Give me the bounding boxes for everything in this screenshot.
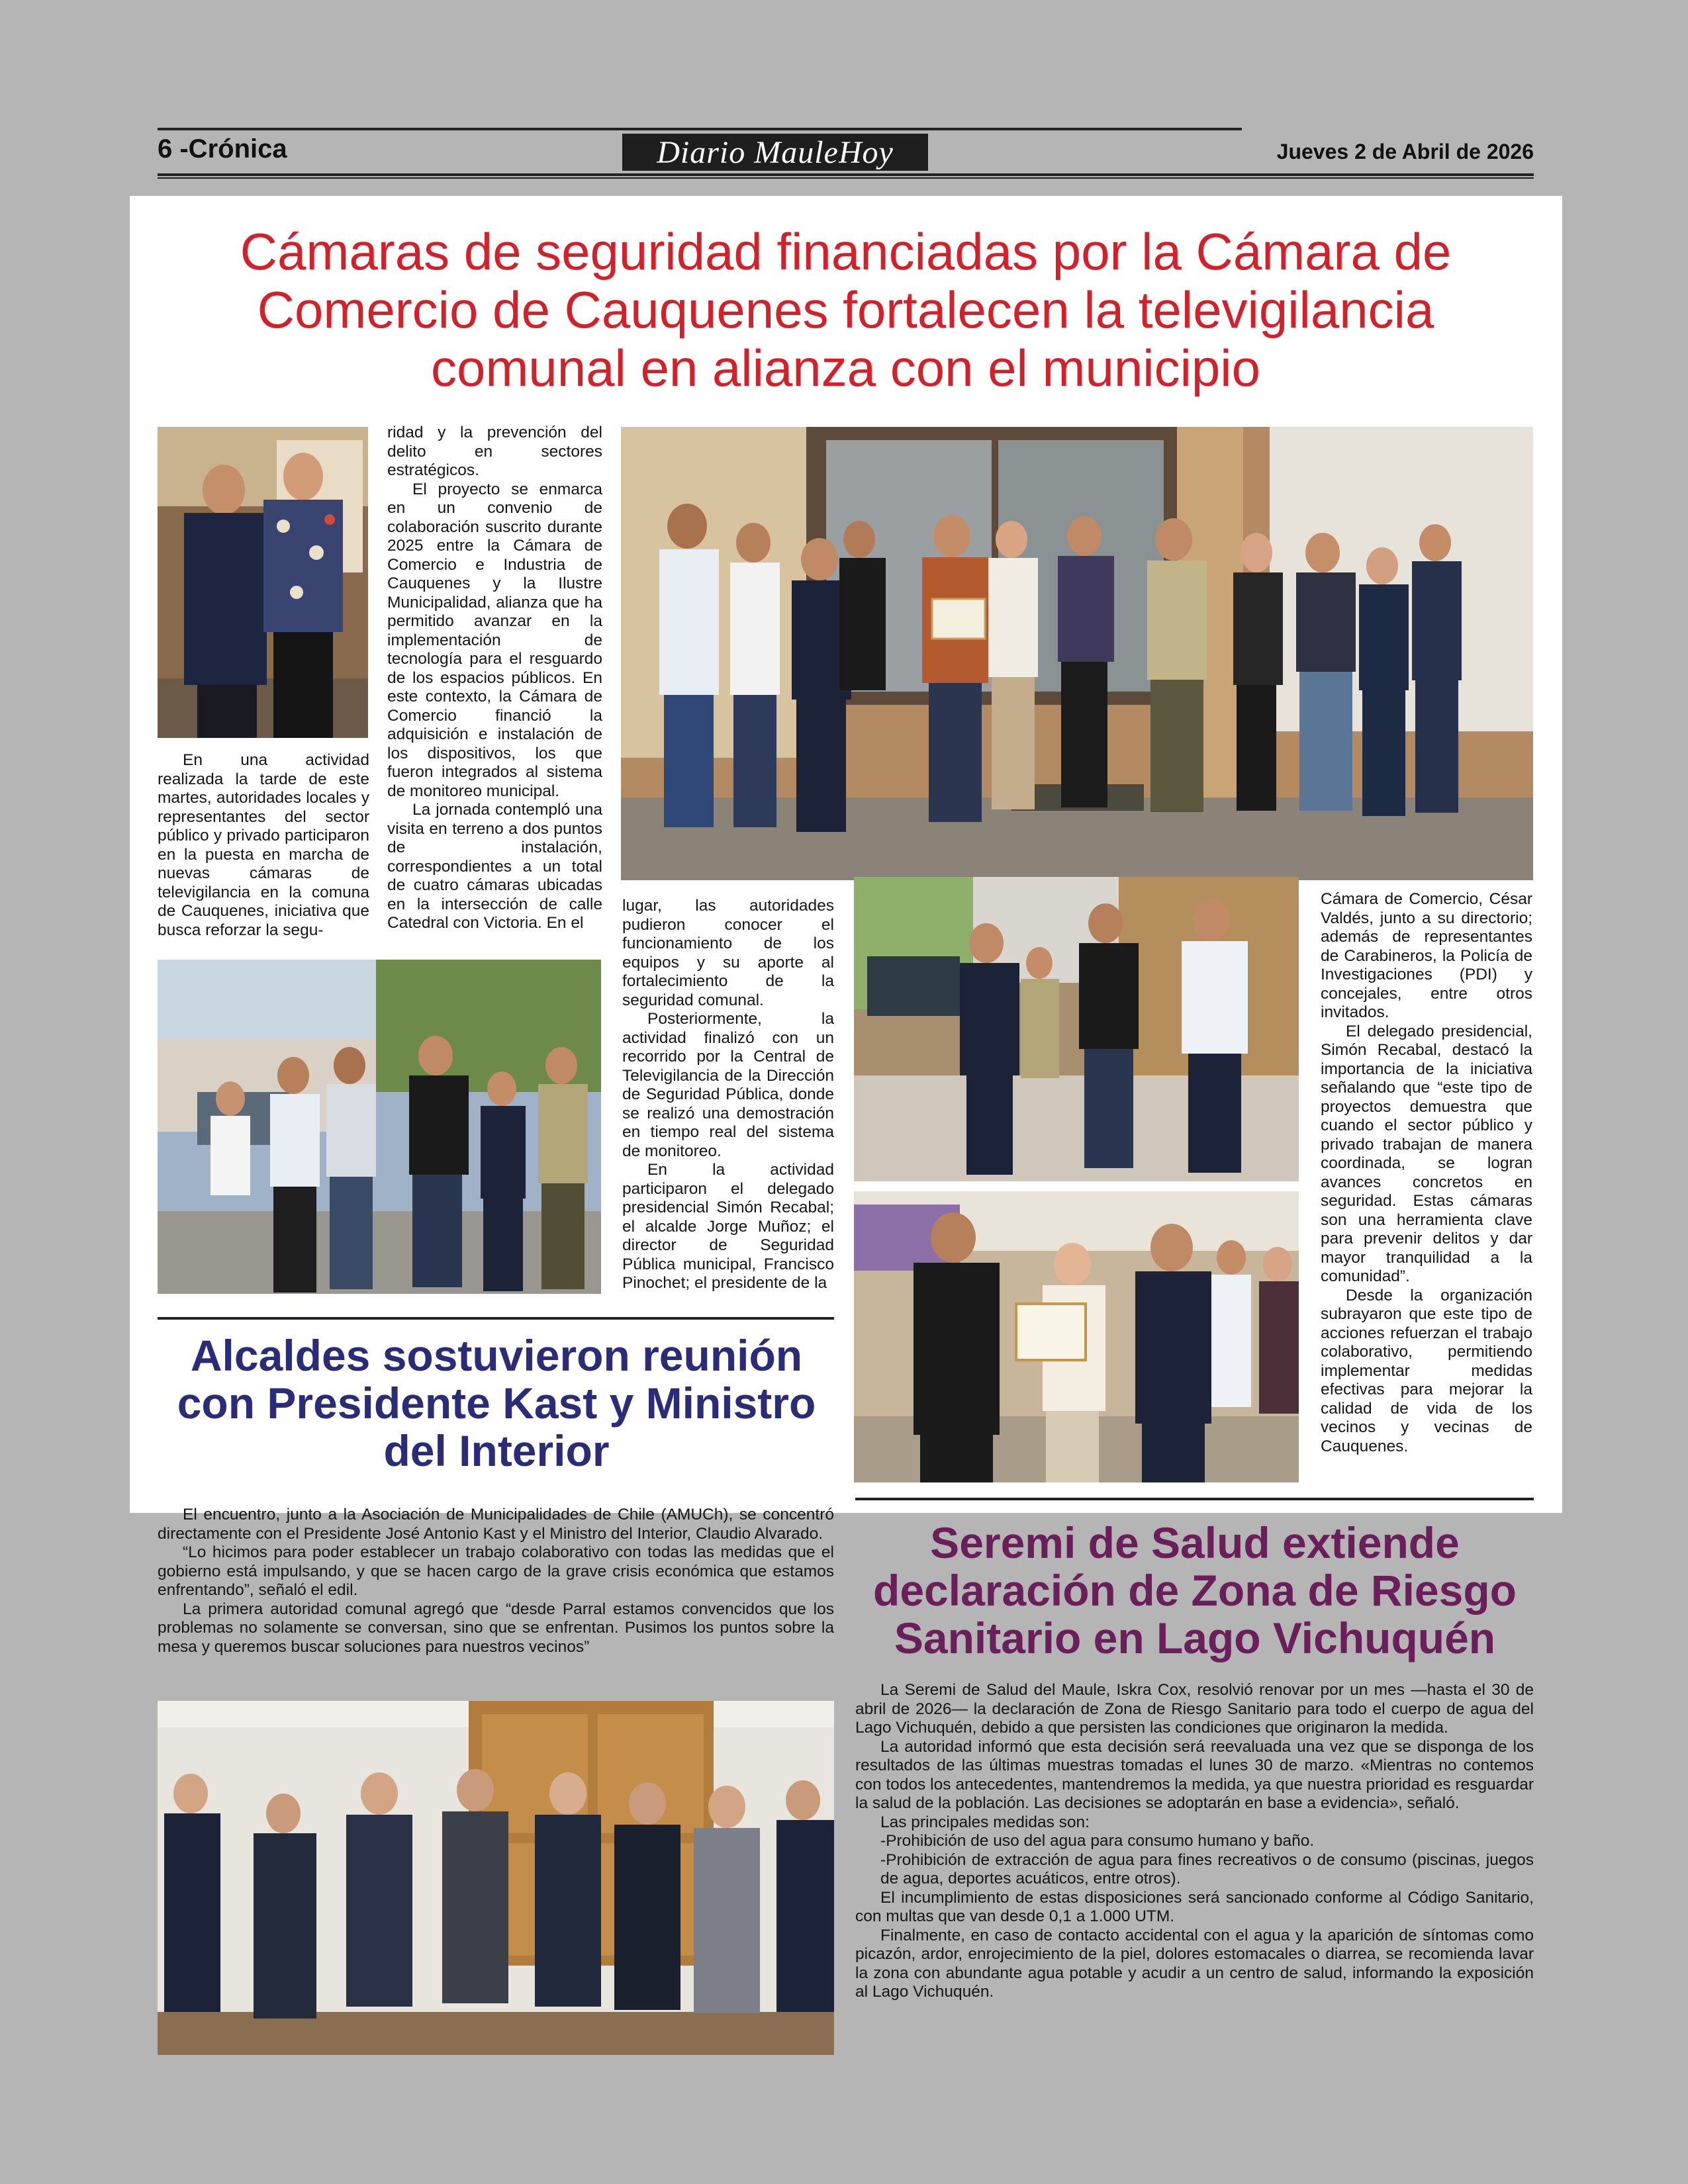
photo-street-inspection xyxy=(158,960,601,1294)
masthead-logo: Diario MauleHoy xyxy=(622,134,928,171)
article3-p7: Finalmente, en caso de contacto accidental con el agua y la aparición de síntomas como picazón, ardor, enrojecimiento de la piel, dolores estomacales o diarrea, se recomienda lavar la zona con abundante agua potable y acudir a un centro de salud, informando la exposición al Lago Vichuquén. xyxy=(855,1926,1534,2001)
article1-col1-p1: En una actividad realizada la tarde de este martes, autoridades locales y representantes del sector público y privado participaron en la puesta en marcha de nuevas cámaras de televigilancia en la comuna de Cauquenes, iniciativa que busca reforzar la segu- xyxy=(158,751,369,939)
article3-p5: -Prohibición de extracción de agua para fines recreativos o de consumo (piscinas, juegos de agua, deportes acuáticos, entre otros). xyxy=(880,1850,1534,1888)
photo-sidewalk-walk xyxy=(854,877,1299,1181)
header-bottom-rule xyxy=(158,173,1534,176)
article2-headline: Alcaldes sostuvieron reunión con Presidente Kast y Ministro del Interior xyxy=(177,1331,816,1475)
article1-col2-p1: ridad y la prevención del delito en sectores estratégicos. xyxy=(387,424,602,479)
header-bottom-rule-thin xyxy=(158,177,1534,179)
article1-col3-p2: Posteriormente, la actividad finalizó con un recorrido por la Central de Televigilancia de la Dirección de Seguridad Pública, donde se realizó una demostración en tiempo real del sistema de monitoreo. xyxy=(622,1010,834,1160)
article2-p1: El encuentro, junto a la Asociación de Municipalidades de Chile (AMUCh), se concentró directamente con el Presidente José Antonio Kast y el Ministro del Interior, Claudio Alvarado. xyxy=(158,1506,834,1543)
photo-two-men-conversation xyxy=(158,427,368,738)
article3-body xyxy=(855,1681,1534,2002)
article1-column-4 xyxy=(1321,890,1532,1456)
article1-col2-p3: La jornada contempló una visita en terreno a dos puntos de instalación, correspondientes a un total de cuatro cámaras ubicadas en la intersección de calle Catedral con Victoria. En el xyxy=(387,801,602,932)
article1-col2-p2: El proyecto se enmarca en un convenio de colaboración suscrito durante 2025 entre la Cámara de Comercio e Industria de Cauquenes y la Ilustre Municipalidad, alianza que ha permitido avanzar en la implementación de tecnología para el resguardo de los espacios públicos. En este contexto, la Cámara de Comercio financió la adquisición e instalación de los dispositivos, los que fueron integrados al sistema de monitoreo municipal. xyxy=(387,480,602,800)
header-top-rule xyxy=(158,128,1242,130)
article1-column-1 xyxy=(158,751,369,940)
article3-p3: Las principales medidas son: xyxy=(880,1813,1090,1831)
photo-certificate-handover xyxy=(854,1191,1299,1482)
article2-body xyxy=(158,1506,834,1657)
article1-col4-p3: Desde la organización subrayaron que este tipo de acciones refuerzan el trabajo colaborativo, permitiendo implementar medidas efectivas para mejorar la calidad de vida de los vecinos y vecinas de Cauquenes. xyxy=(1321,1286,1532,1455)
article1-headline: Cámaras de seguridad financiadas por la Cámara de Comercio de Cauquenes fortalecen la televigilancia comunal en alianza con el municipio xyxy=(240,222,1452,397)
photo-group-authorities xyxy=(621,427,1533,880)
article1-column-2 xyxy=(387,424,602,933)
article1-col4-p1: Cámara de Comercio, César Valdés, junto a su directorio; además de representantes de Carabineros, la Policía de Investigaciones (PDI) y concejales, entre otros invitados. xyxy=(1321,890,1532,1021)
article2-p2: “Lo hicimos para poder establecer un trabajo colaborativo con todas las medidas que el gobierno está impulsando, y que se hacen cargo de la grave crisis económica que estamos enfrentando”, señaló el edil. xyxy=(158,1543,834,1599)
article1-col3-p3: En la actividad participaron el delegado presidencial Simón Recabal; el alcalde Jorge Muñoz; el director de Seguridad Pública municipal, Francisco Pinochet; el presidente de la xyxy=(622,1161,834,1292)
article1-col3-p1: lugar, las autoridades pudieron conocer el funcionamiento de los equipos y su aporte al fortalecimiento de la seguridad comunal. xyxy=(622,897,834,1009)
issue-date: Jueves 2 de Abril de 2026 xyxy=(1276,140,1534,163)
article2-p3: La primera autoridad comunal agregó que “desde Parral estamos convencidos que los problemas no solamente se conversan, sino que se enfrentan. Pusimos los puntos sobre la mesa y queremos buscar soluciones para nuestros vecinos” xyxy=(158,1600,834,1656)
photo-mayors-meeting xyxy=(158,1701,834,2055)
section-label: 6 -Crónica xyxy=(158,134,287,163)
article3-p6: El incumplimiento de estas disposiciones será sancionado conforme al Código Sanitario, con multas que van desde 0,1 a 1.000 UTM. xyxy=(855,1888,1534,1925)
article1-column-3 xyxy=(622,897,834,1293)
article1-col4-p2: El delegado presidencial, Simón Recabal, destacó la importancia de la iniciativa señalando que “este tipo de proyectos demuestra que cuando el sector público y privado trabajan de manera coordinada, se logran avances concretos en seguridad. Estas cámaras son una herramienta clave para prevenir delitos y dar mayor tranquilidad a la comunidad”. xyxy=(1321,1022,1532,1285)
article3-p1: La Seremi de Salud del Maule, Iskra Cox, resolvió renovar por un mes —hasta el 30 de abril de 2026— la declaración de Zona de Riesgo Sanitario para todo el cuerpo de agua del Lago Vichuquén, debido a que persisten las condiciones que originaron la medida. xyxy=(855,1681,1534,1737)
article3-p2: La autoridad informó que esta decisión será reevaluada una vez que se disponga de los resultados de las últimas muestras tomadas el lunes 30 de marzo. «Mientras no contemos con todos los antecedentes, mantendremos la medida, ya que nuestra prioridad es resguardar la salud de la población. Las decisiones se adoptarán en base a evidencia», señaló. xyxy=(855,1737,1534,1812)
article3-headline: Seremi de Salud extiende declaración de Zona de Riesgo Sanitario en Lago Vichuquén xyxy=(873,1518,1517,1662)
article2-top-rule xyxy=(158,1317,834,1320)
article3-top-rule xyxy=(855,1498,1534,1500)
article3-p4: -Prohibición de uso del agua para consumo humano y baño. xyxy=(880,1832,1315,1850)
